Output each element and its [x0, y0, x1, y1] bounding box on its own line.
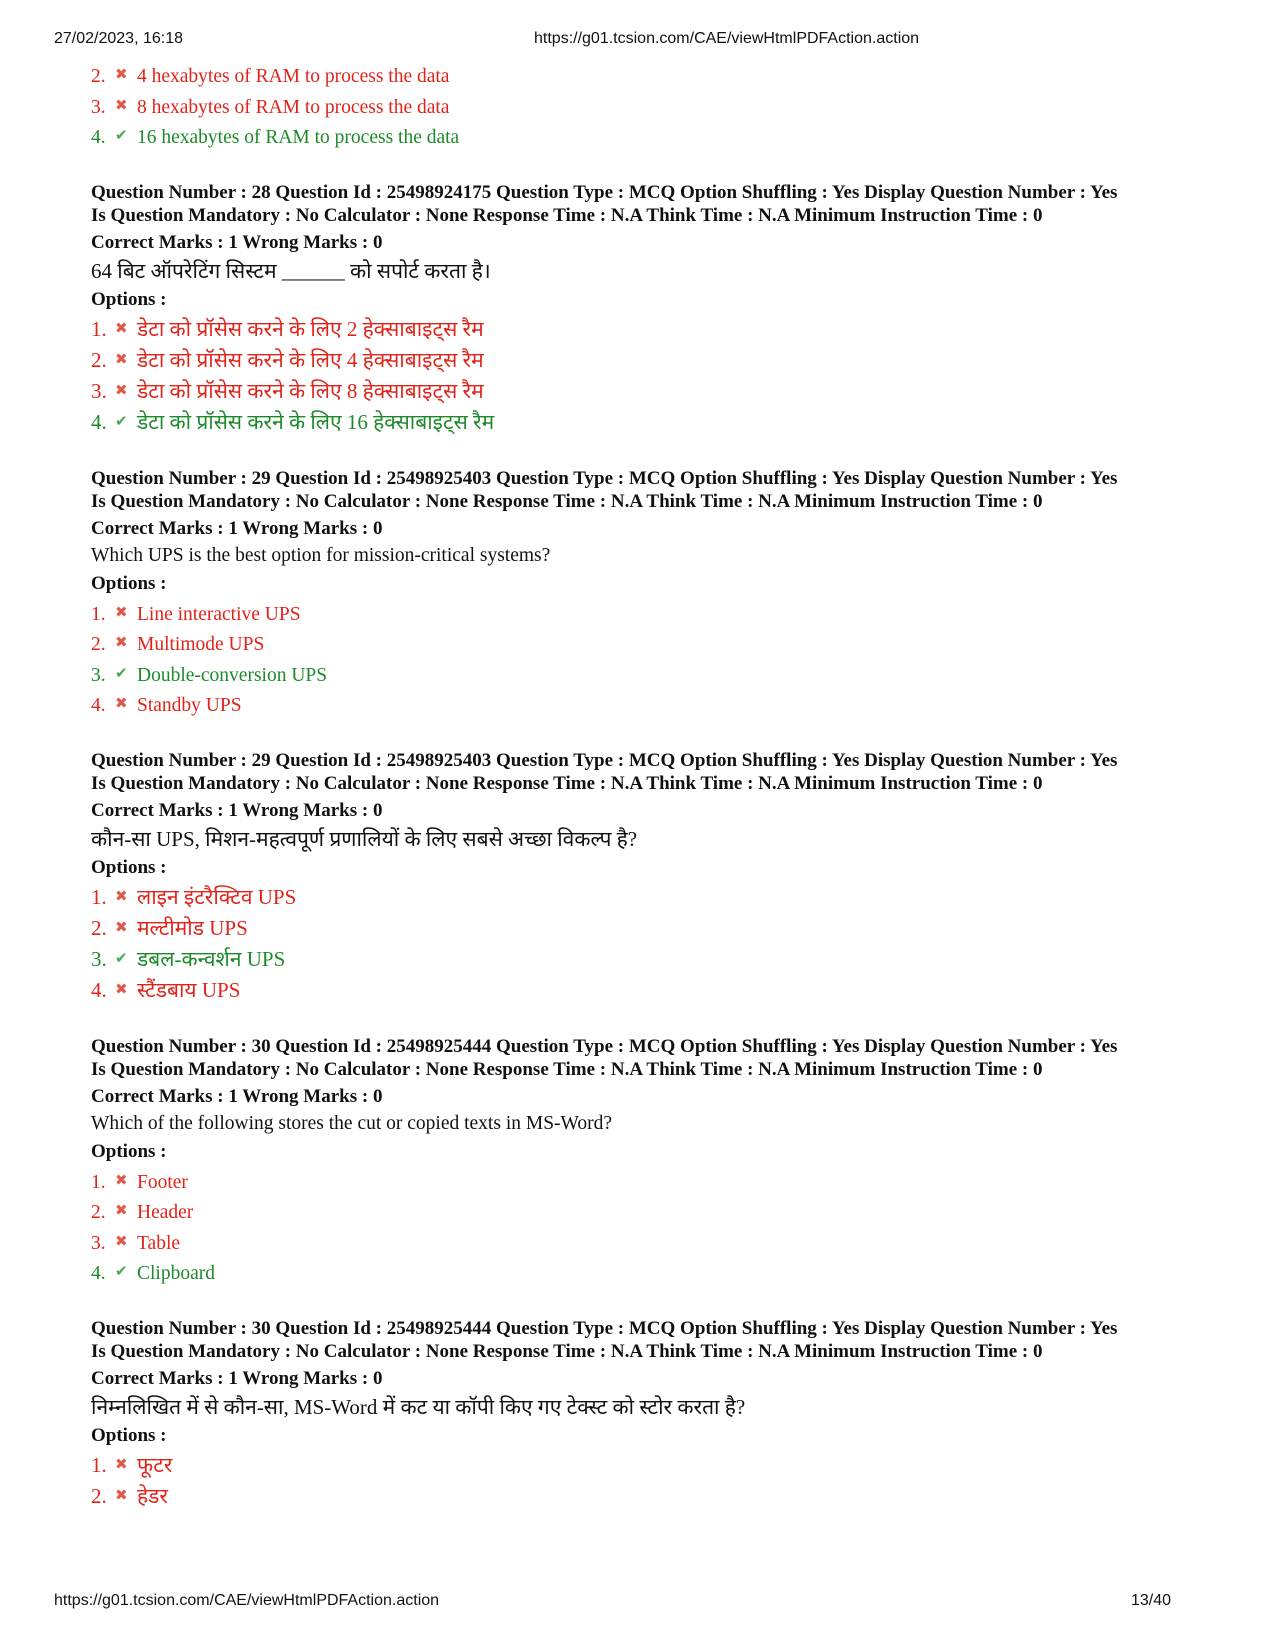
question-block [91, 1035, 1201, 1287]
options-label: Options : [91, 288, 167, 310]
question-meta-line: Is Question Mandatory : No Calculator : None Response Time : N.A Think Time : N.A Minimum Instruction Time : 0 [91, 204, 1043, 226]
cross-icon: ✖ [115, 380, 128, 399]
question-block [91, 1317, 1201, 1511]
option-item: 3. ✖ 8 hexabytes of RAM to process the data [91, 90, 1201, 121]
footer-url: https://g01.tcsion.com/CAE/viewHtmlPDFAction.action [54, 1592, 440, 1609]
question-marks: Correct Marks : 1 Wrong Marks : 0 [91, 517, 383, 539]
question-meta-line: Is Question Mandatory : No Calculator : None Response Time : N.A Think Time : N.A Minimum Instruction Time : 0 [91, 772, 1043, 794]
question-meta-line: Is Question Mandatory : No Calculator : None Response Time : N.A Think Time : N.A Minimum Instruction Time : 0 [91, 1058, 1043, 1080]
question-paper [91, 59, 1201, 1511]
check-icon: ✔ [115, 948, 128, 967]
check-icon: ✔ [115, 1262, 128, 1280]
check-icon: ✔ [115, 126, 128, 144]
question-text: कौन-सा UPS, मिशन-महत्वपूर्ण प्रणालियों के लिए सबसे अच्छा विकल्प है? [91, 826, 638, 851]
question-meta-line: Question Number : 29 Question Id : 25498925403 Question Type : MCQ Option Shuffling : Yes Display Question Number : Yes [91, 467, 1118, 489]
question-meta-line: Is Question Mandatory : No Calculator : None Response Time : N.A Think Time : N.A Minimum Instruction Time : 0 [91, 1340, 1043, 1362]
options-label: Options : [91, 572, 167, 594]
option-item: 1. ✖ Footer [91, 1165, 1201, 1196]
option-item: 4. ✖ Standby UPS [91, 688, 1201, 719]
option-item: 1. ✖ फूटर [91, 1449, 1201, 1480]
cross-icon: ✖ [115, 65, 128, 83]
cross-icon: ✖ [115, 1201, 128, 1219]
option-item: 3. ✔ डबल-कन्वर्शन UPS [91, 943, 1201, 974]
options-label: Options : [91, 1140, 167, 1162]
option-item: 2. ✖ Header [91, 1195, 1201, 1226]
cross-icon: ✖ [115, 318, 128, 337]
question-marks: Correct Marks : 1 Wrong Marks : 0 [91, 1085, 383, 1107]
option-item: 1. ✖ Line interactive UPS [91, 597, 1201, 628]
cross-icon: ✖ [115, 917, 128, 936]
print-datetime: 27/02/2023, 16:18 [54, 30, 184, 47]
question-block [91, 181, 1201, 437]
option-item: 2. ✖ मल्टीमोड UPS [91, 912, 1201, 943]
option-item: 4. ✔ 16 hexabytes of RAM to process the data [91, 120, 1201, 151]
cross-icon: ✖ [115, 349, 128, 368]
option-item: 4. ✖ स्टैंडबाय UPS [91, 974, 1201, 1005]
option-item: 2. ✖ हेडर [91, 1480, 1201, 1511]
carryover-options [91, 59, 1201, 151]
question-text: 64 बिट ऑपरेटिंग सिस्टम ______ को सपोर्ट करता है। [91, 258, 491, 283]
option-item: 2. ✖ डेटा को प्रॉसेस करने के लिए 4 हेक्साबाइट्स रैम [91, 344, 1201, 375]
question-marks: Correct Marks : 1 Wrong Marks : 0 [91, 231, 383, 253]
question-marks: Correct Marks : 1 Wrong Marks : 0 [91, 1367, 383, 1389]
question-meta-line: Question Number : 28 Question Id : 25498924175 Question Type : MCQ Option Shuffling : Yes Display Question Number : Yes [91, 181, 1118, 203]
cross-icon: ✖ [115, 633, 128, 651]
option-item: 3. ✖ डेटा को प्रॉसेस करने के लिए 8 हेक्साबाइट्स रैम [91, 375, 1201, 406]
question-text: निम्नलिखित में से कौन-सा, MS-Word में कट या कॉपी किए गए टेक्स्ट को स्टोर करता है? [91, 1394, 746, 1419]
option-item: 2. ✖ Multimode UPS [91, 627, 1201, 658]
check-icon: ✔ [115, 663, 128, 682]
cross-icon: ✖ [115, 1454, 128, 1473]
cross-icon: ✖ [115, 694, 128, 712]
question-block [91, 749, 1201, 1005]
cross-icon: ✖ [115, 979, 128, 998]
question-meta-line: Question Number : 30 Question Id : 25498925444 Question Type : MCQ Option Shuffling : Yes Display Question Number : Yes [91, 1035, 1118, 1057]
question-marks: Correct Marks : 1 Wrong Marks : 0 [91, 799, 383, 821]
cross-icon: ✖ [115, 95, 128, 114]
cross-icon: ✖ [115, 1170, 128, 1189]
option-item: 2. ✖ 4 hexabytes of RAM to process the data [91, 59, 1201, 90]
option-item: 3. ✖ Table [91, 1226, 1201, 1257]
cross-icon: ✖ [115, 1485, 128, 1504]
question-meta-line: Question Number : 30 Question Id : 25498925444 Question Type : MCQ Option Shuffling : Yes Display Question Number : Yes [91, 1317, 1118, 1339]
option-item: 1. ✖ डेटा को प्रॉसेस करने के लिए 2 हेक्साबाइट्स रैम [91, 313, 1201, 344]
question-block [91, 467, 1201, 719]
options-label: Options : [91, 856, 167, 878]
cross-icon: ✖ [115, 1231, 128, 1250]
option-item: 3. ✔ Double-conversion UPS [91, 658, 1201, 689]
option-item: 4. ✔ Clipboard [91, 1256, 1201, 1287]
cross-icon: ✖ [115, 602, 128, 621]
question-text: Which UPS is the best option for mission-critical systems? [91, 544, 551, 566]
option-item: 1. ✖ लाइन इंटरैक्टिव UPS [91, 881, 1201, 912]
question-text: Which of the following stores the cut or copied texts in MS-Word? [91, 1112, 613, 1134]
question-meta-line: Is Question Mandatory : No Calculator : None Response Time : N.A Think Time : N.A Minimum Instruction Time : 0 [91, 490, 1043, 512]
options-label: Options : [91, 1424, 167, 1446]
check-icon: ✔ [115, 411, 128, 430]
print-url: https://g01.tcsion.com/CAE/viewHtmlPDFAction.action [534, 30, 920, 47]
page-number: 13/40 [1130, 1592, 1171, 1609]
question-meta-line: Question Number : 29 Question Id : 25498925403 Question Type : MCQ Option Shuffling : Yes Display Question Number : Yes [91, 749, 1118, 771]
cross-icon: ✖ [115, 886, 128, 905]
option-item: 4. ✔ डेटा को प्रॉसेस करने के लिए 16 हेक्साबाइट्स रैम [91, 406, 1201, 437]
